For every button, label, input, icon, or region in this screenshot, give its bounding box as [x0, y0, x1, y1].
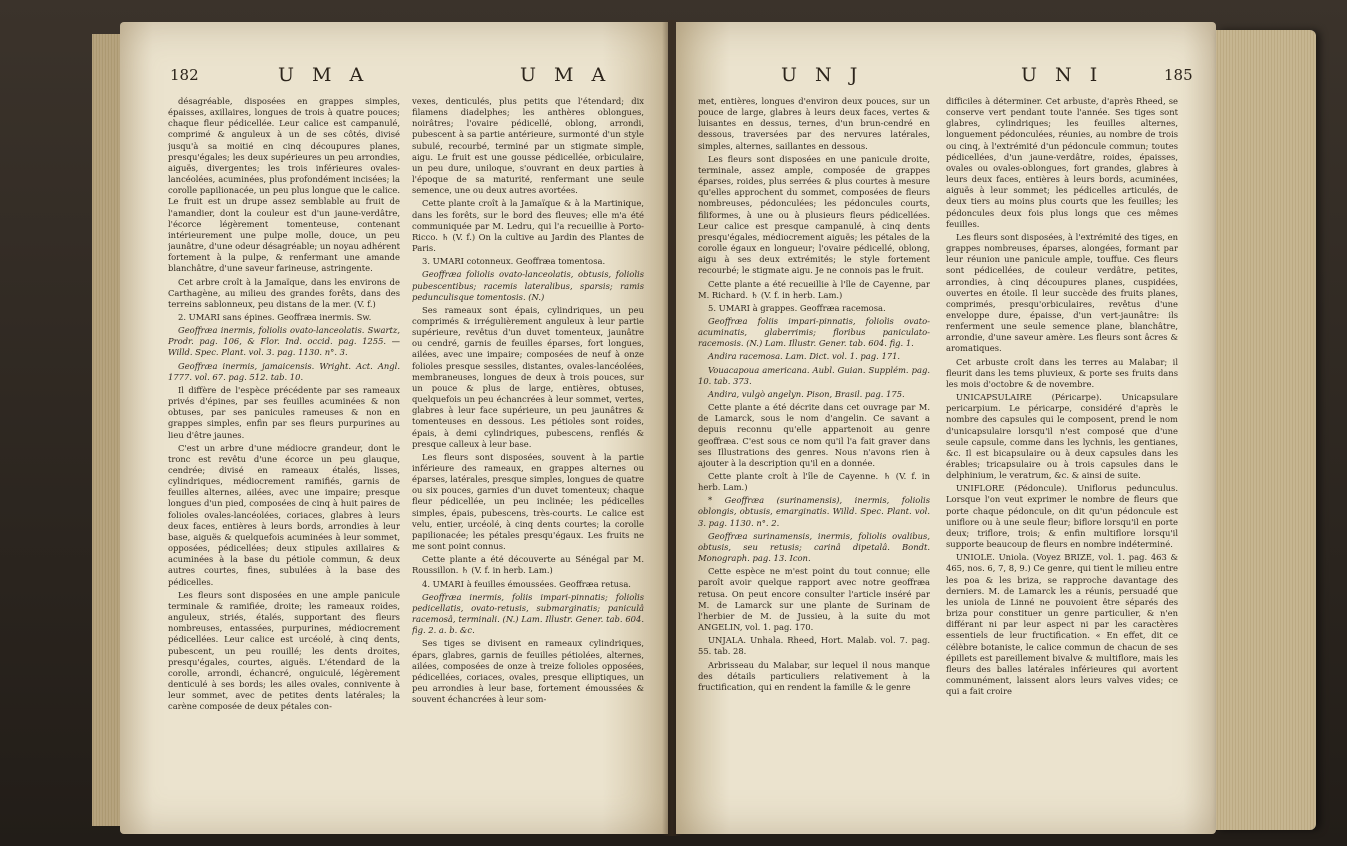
entry-heading: UNICAPSULAIRE (Péricarpe). Unicapsulare pericarpium. Le péricarpe, considéré d'après le nombre des capsules qui le composent, prend le nom d'unicapsulaire lorsqu'il n'est composé que d'une seule capsule, comme dans les lychnis, les gentianes, &c. Il est bicapsulaire ou à deux capsules dans les érables; tricapsulaire ou à trois capsules dans le delphinium, le veratrum, &c. & ainsi de suite. [946, 392, 1178, 481]
page-number-left: 182 [170, 66, 199, 84]
entry-heading: UNJALA. Unhala. Rheed, Hort. Malab. vol. 7. pag. 55. tab. 28. [698, 635, 930, 657]
synonymy: Geoffræa inermis, jamaicensis. Wright. Act. Angl. 1777. vol. 67. pag. 512. tab. 10. [168, 360, 400, 382]
paragraph: vexes, denticulés, plus petits que l'étendard; dix filamens diadelphes; les anthères oblongues, noirâtres; l'ovaire pédicellé, oblong, arrondi, pubescent à sa partie antérieure, surmonté d'un style subulé, recourbé, terminé par un stigmate simple, aigu. Le fruit est une gousse pédicellée, orbiculaire, un peu dure, uniloque, s'ouvrant en deux parties à l'époque de sa maturité, renfermant une seule semence, une ou deux autres avortées. [412, 96, 644, 196]
synonymy: Geoffræa foliis impari-pinnatis, foliolis ovato-acuminatis, glaberrimis; floribus paniculato-racemosis. (N.) Lam. Illustr. Gener. tab. 604. fig. 1. [698, 315, 930, 349]
paragraph: Ses tiges se divisent en rameaux cylindriques, épars, glabres, garnis de feuilles pétiolées, alternes, ailées, composées de onze à treize folioles opposées, pédicellées, coriaces, ovales, presque elliptiques, un peu arrondies à leur base, fortement émoussées & souvent échancrées à leur som- [412, 638, 644, 705]
paragraph: Cette plante a été recueillie à l'île de Cayenne, par M. Richard. ♄ (V. f. in herb. Lam.) [698, 278, 930, 300]
synonymy: Geoffræa surinamensis, inermis, foliolis ovalibus, obtusis, seu retusis; carinâ dipetalâ. Bondt. Monograph. pag. 13. Icon. [698, 530, 930, 564]
left-page-column-1 [168, 96, 400, 834]
synonymy: Geoffræa foliolis ovato-lanceolatis, obtusis, foliolis pubescentibus; racemis lateralibus, sparsis; ramis pedunculisque tomentosis. (N.) [412, 269, 644, 302]
paragraph: met, entières, longues d'environ deux pouces, sur un pouce de large, glabres à leurs deux faces, vertes & luisantes en dessus, ternes, d'un brun-cendré en dessous, traversées par des nervures latérales, simples, alternes, saillantes en dessous. [698, 96, 930, 151]
running-header-left-b: U M A [520, 64, 612, 86]
entry-heading: UNIFLORE (Pédoncule). Uniflorus pedunculus. Lorsque l'on veut exprimer le nombre de fleurs que porte chaque pédoncule, on dit qu'un pédoncule est uniflore ou à une seule fleur; biflore lorsqu'il en porte deux; triflore, trois; & enfin multiflore lorsqu'il supporte beaucoup de fleurs en nombre indéterminé. [946, 483, 1178, 550]
entry-heading: 3. UMARI cotonneux. Geoffræa tomentosa. [422, 256, 606, 267]
synonymy: Vouacapoua americana. Aubl. Guian. Supplém. pag. 10. tab. 373. [698, 364, 930, 386]
left-page-column-2 [412, 96, 644, 834]
right-page-column-1 [698, 96, 930, 834]
left-page [120, 22, 668, 834]
paragraph: Cette plante croît à la Jamaïque & à la Martinique, dans les forêts, sur le bord des fleuves; elle m'a été communiquée par M. Ledru, qui l'a recueillie à Porto-Ricco. ♄ (V. f.) On la cultive au Jardin des Plantes de Paris. [412, 198, 644, 254]
paragraph: Cet arbre croît à la Jamaïque, dans les environs de Carthagène, au milieu des grandes forêts, dans des terreins sablonneux, peu distans de la mer. (V. f.) [168, 276, 400, 309]
left-page-edges [92, 34, 122, 826]
paragraph: Cette plante a été décrite dans cet ouvrage par M. de Lamarck, sous le nom d'angelin. Ce savant a depuis reconnu qu'elle appartenoit au genre geoffræa. C'est sous ce nom qu'il l'a fait graver dans ses Illustrations des genres. Nous n'avons rien à ajouter à la description qu'il en a donnée. [698, 402, 930, 468]
paragraph: Les fleurs sont disposées, à l'extrémité des tiges, en grappes nombreuses, éparses, alongées, formant par leur réunion une panicule ample, touffue. Ces fleurs sont pédicellées, de couleur verdâtre, petites, arrondies, à cinq découpures planes, cuspidées, ouvertes en étoile. Il leur succède des fruits planes, comprimés, presqu'orbiculaires, revêtus d'une enveloppe dure, épaisse, d'un vert-jaunâtre: ils renferment une seule semence plane, blanchâtre, arrondie, d'une saveur amère. Les fleurs sont âcres & aromatiques. [946, 231, 1178, 354]
paragraph: Il diffère de l'espèce précédente par ses rameaux privés d'épines, par ses feuilles acuminées & non obtuses, par ses panicules rameuses & non en grappes simples, enfin par ses fleurs purpurines au lieu d'être jaunes. [168, 384, 400, 440]
paragraph: Les fleurs sont disposées, souvent à la partie inférieure des rameaux, en grappes alternes ou éparses, latérales, presque simples, longues de quatre ou six pouces, garnies d'un duvet tomenteux; chaque fleur pédicellée, un peu inclinée; les pédicelles simples, épais, pubescens, très-courts. Le calice est velu, entier, urcéolé, à cinq dents courtes; la corolle papilionacée; les pétales presqu'égaux. Les fruits ne me sont point connus. [412, 451, 644, 552]
entry-heading: 5. UMARI à grappes. Geoffræa racemosa. [708, 302, 886, 313]
running-header-right-b: U N I [1021, 64, 1104, 86]
paragraph: désagréable, disposées en grappes simples, épaisses, axillaires, longues de trois à quatre pouces; chaque fleur pédicellée. Leur calice est campanulé, comprimé & anguleux à un de ses côtés, divisé jusqu'à sa moitié en cinq découpures planes, presqu'égales; les deux supérieures un peu arrondies, aiguës, divergentes; les trois inférieures ovales-lancéolées, acuminées, plus profondément incisées; la corolle papilionacée, un peu plus longue que le calice. Le fruit est un drupe assez semblable au fruit de l'amandier, dont la couleur est d'un jaune-verdâtre, l'écorce légèrement tomenteuse, contenant intérieurement une pulpe molle, douce, un peu jaunâtre, d'une odeur désagréable; un noyau adhérent fortement à la pulpe, & renfermant une amande blanchâtre, d'une saveur farineuse, astringente. [168, 96, 400, 274]
synonymy: Geoffræa inermis, foliis impari-pinnatis; foliolis pedicellatis, ovato-retusis, submarginatis; paniculâ racemosâ, terminali. (N.) Lam. Illustr. Gener. tab. 604. fig. 2. a. b. &c. [412, 591, 644, 636]
synonymy: Andira racemosa. Lam. Dict. vol. 1. pag. 171. [708, 351, 901, 362]
synonymy: Andira, vulgò angelyn. Pison, Brasil. pag. 175. [708, 388, 905, 399]
paragraph: Cet arbuste croît dans les terres au Malabar; il fleurit dans les tems pluvieux, & porte ses fruits dans les mois d'octobre & de novembre. [946, 356, 1178, 389]
paragraph: Cette plante a été découverte au Sénégal par M. Roussillon. ♄ (V. f. in herb. Lam.) [412, 554, 644, 576]
paragraph: Les fleurs sont disposées en une ample panicule terminale & ramifiée, droite; les rameaux roides, anguleux, striés, étalés, supportant des fleurs nombreuses, entassées, purpurines, médiocrement pédicellées. Leur calice est urcéolé, à cinq dents, pubescent, un peu rouillé; les dents droites, presqu'égales, courtes, aiguës. L'étendard de la corolle, arrondi, échancré, onguiculé, légèrement denticulé à ses bords; les ailes ovales, connivente à leur sommet, avec de petites dents latérales; la carène composée de deux pétales con- [168, 589, 400, 712]
paragraph: C'est un arbre d'une médiocre grandeur, dont le tronc est revêtu d'une écorce un peu glauque, cendrée; divisé en rameaux étalés, lisses, cylindriques, médiocrement ramifiés, garnis de feuilles alternes, ailées, avec une impaire; presque longues d'un pied, composées de cinq à huit paires de folioles ovales-lancéolées, coriaces, glabres à leurs deux faces, entières à leurs bords, arrondies à leur base, aiguës & quelquefois acuminées à leur sommet, opposées, pédicellées; deux stipules axillaires & acuminées à la base du pétiole commun, & deux autres courtes, fines, subulées à la base des pédicelles. [168, 442, 400, 587]
paragraph: Cette plante croît à l'île de Cayenne. ♄ (V. f. in herb. Lam.) [698, 471, 930, 493]
entry-heading: UNIOLE. Uniola. (Voyez BRIZE, vol. 1. pag. 463 & 465, nos. 6, 7, 8, 9.) Ce genre, qui tient le milieu entre les poa & les briza, se rapproche davantage des derniers. M. de Lamarck les a réunis, persuadé que les uniola de Linné ne pouvoient être séparés des briza pour constituer un genre particulier, & n'en différant ni par leur aspect ni par les caractères essentiels de leur fructification. « En effet, dit ce célèbre botaniste, le calice commun de chacun de ses épillets est pareillement bivalve & multiflore, mais les fleurs des balles latérales inférieures qui avortent communément, laissent alors leurs valves vides; ce qui a fait croire [946, 552, 1178, 697]
synonymy: * Geoffræa (surinamensis), inermis, foliolis oblongis, obtusis, emarginatis. Willd. Spec. Plant. vol. 3. pag. 1130. n°. 2. [698, 495, 930, 528]
paragraph: Cette espèce ne m'est point du tout connue; elle paroît avoir quelque rapport avec notre geoffræa retusa. On peut encore consulter l'article inséré par M. de Lamarck sur une plante de Surinam de l'herbier de M. de Jussieu, à la suite du mot ANGELIN, vol. 1. pag. 170. [698, 566, 930, 633]
right-page-edges [1216, 30, 1316, 830]
paragraph: difficiles à déterminer. Cet arbuste, d'après Rheed, se conserve vert pendant toute l'année. Ses tiges sont glabres, cylindriques; les feuilles alternes, longuement pédonculées, réunies, au nombre de trois ou cinq, à l'extrémité d'un pédoncule commun; toutes pédicellées, d'un jaune-verdâtre, roides, épaisses, ovales ou ovales-oblongues, fort grandes, glabres à leurs deux faces, entières à leurs bords, acuminées, aiguës à leur sommet; les pédicelles articulés, de deux tiers au moins plus courts que les feuilles; les pédoncules deux fois plus longs que ces mêmes feuilles. [946, 96, 1178, 229]
synonymy: Geoffræa inermis, foliolis ovato-lanceolatis. Swartz, Prodr. pag. 106, & Flor. Ind. occid. pag. 1255. — Willd. Spec. Plant. vol. 3. pag. 1130. n°. 3. [168, 325, 400, 358]
right-page [676, 22, 1216, 834]
paragraph: Arbrisseau du Malabar, sur lequel il nous manque des détails particuliers relativement à la fructification, qui en rendent la famille & le genre [698, 659, 930, 692]
page-number-right: 185 [1164, 66, 1193, 84]
right-page-column-2 [946, 96, 1178, 834]
entry-heading: 4. UMARI à feuilles émoussées. Geoffræa retusa. [422, 578, 631, 589]
running-header-left-a: U M A [278, 64, 370, 86]
running-header-right-a: U N J [781, 64, 864, 86]
paragraph: Ses rameaux sont épais, cylindriques, un peu comprimés & irrégulièrement anguleux à leur partie supérieure, revêtus d'un duvet tomenteux, jaunâtre ou cendré, garnis de feuilles éparses, fort longues, ailées, avec une impaire; composées de neuf à onze folioles presque sessiles, distantes, ovales-lancéolées, membraneuses, longues de deux à trois pouces, sur un pouce & plus de large, entières, obtuses, quelquefois un peu échancrées à leur sommet, vertes, glabres à leur face supérieure, un peu jaunâtres & tomenteuses en dessous. Les pétioles sont roides, épais, à demi cylindriques, pubescens, renflés & presque calleux à leur base. [412, 304, 644, 449]
paragraph: Les fleurs sont disposées en une panicule droite, terminale, assez ample, composée de grappes éparses, roides, plus serrées & plus courtes à mesure qu'elles approchent du sommet, composées de fleurs nombreuses, pédonculées; les pédoncules courts, filiformes, à une ou à plusieurs fleurs pédicellées. Leur calice est presque campanulé, à cinq dents presqu'égales, médiocrement aiguës; les pétales de la corolle égaux en longueur; l'ovaire pédicellé, oblong, aigu à ses deux extrémités; le style fortement recourbé; le stigmate aigu. Je ne connois pas le fruit. [698, 153, 930, 276]
entry-heading: 2. UMARI sans épines. Geoffræa inermis. Sw. [178, 311, 372, 322]
